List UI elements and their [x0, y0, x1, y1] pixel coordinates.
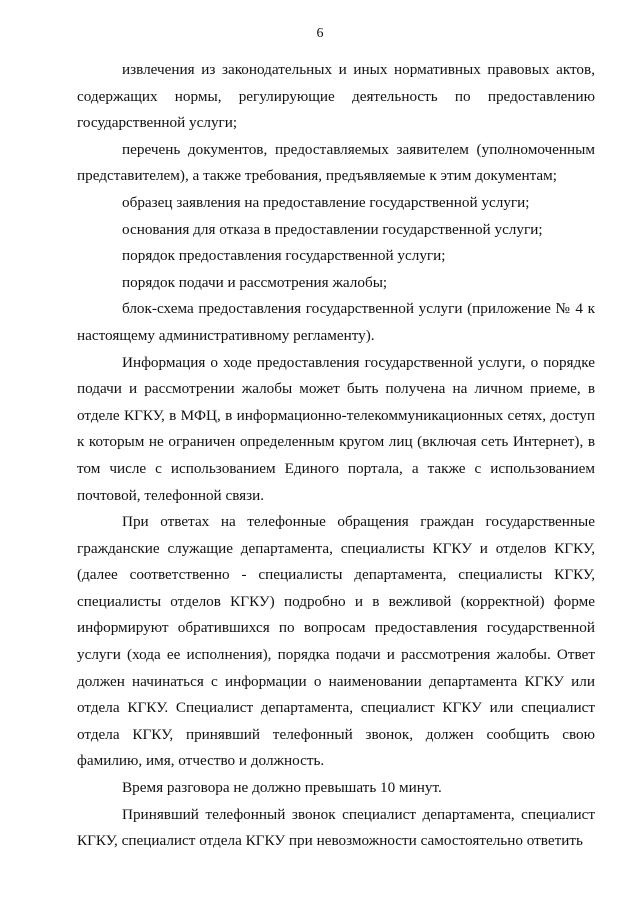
paragraph: [77, 775, 595, 802]
text-line: порядок подачи и рассмотрения жалобы;: [122, 273, 388, 291]
text-line: извлечения из законодательных и иных нормативных правовых актов,: [122, 61, 595, 78]
text-line: к которым не ограничен определенным кругом лиц (включая сеть Интернет), в: [77, 433, 595, 451]
paragraph: [77, 802, 595, 855]
text-line: том числе с использованием Единого портала, а также с использованием: [77, 459, 595, 477]
text-line: содержащих нормы, регулирующие деятельность по предоставлению: [77, 87, 595, 105]
text-line: представителем), а также требования, предъявляемые к этим документам;: [77, 167, 557, 185]
text-line: услуги (хода ее исполнения), порядка подачи и рассмотрения жалобы. Ответ: [77, 646, 595, 664]
text-line: информируют обратившихся по вопросам предоставления государственной: [77, 619, 595, 637]
document-body: [77, 57, 595, 855]
text-line: основания для отказа в предоставлении государственной услуги;: [122, 220, 543, 238]
page-number: 6: [316, 26, 324, 41]
text-line: (далее соответственно - специалисты департамента, специалисты КГКУ,: [77, 566, 595, 584]
text-line: Время разговора не должно превышать 10 минут.: [122, 779, 442, 797]
text-line: почтовой, телефонной связи.: [77, 486, 265, 504]
paragraph: [77, 243, 595, 270]
paragraph: [77, 296, 595, 349]
paragraph: [77, 350, 595, 510]
paragraph: [77, 509, 595, 775]
text-line: образец заявления на предоставление государственной услуги;: [122, 193, 530, 211]
text-line: Принявший телефонный звонок специалист департамента, специалист: [122, 805, 595, 823]
paragraph: [77, 190, 595, 217]
text-line: отдела КГКУ, принявший телефонный звонок, должен сообщить свою: [77, 725, 595, 743]
text-line: фамилию, имя, отчество и должность.: [77, 752, 325, 770]
text-line: государственной услуги;: [77, 114, 238, 132]
text-line: перечень документов, предоставляемых заявителем (уполномоченным: [122, 140, 595, 158]
text-line: подачи и рассмотрении жалобы может быть получена на личном приеме, в: [77, 380, 595, 398]
text-line: блок-схема предоставления государственной услуги (приложение № 4 к: [122, 300, 595, 318]
text-line: настоящему административному регламенту).: [77, 326, 375, 344]
paragraph: [77, 270, 595, 297]
text-line: гражданские служащие департамента, специалисты КГКУ и отделов КГКУ,: [77, 539, 595, 557]
paragraph: [77, 57, 595, 137]
text-line: отделе КГКУ, в МФЦ, в информационно-телекоммуникационных сетях, доступ: [77, 406, 595, 424]
text-line: должен начинаться с информации о наименовании департамента КГКУ или: [77, 672, 595, 690]
text-line: КГКУ, специалист отдела КГКУ при невозможности самостоятельно ответить: [77, 832, 583, 850]
text-line: специалисты отделов КГКУ) подробно и в вежливой (корректной) форме: [77, 592, 595, 610]
paragraph: [77, 217, 595, 244]
text-line: При ответах на телефонные обращения граждан государственные: [122, 513, 595, 531]
text-line: отдела КГКУ. Специалист департамента, специалист КГКУ или специалист: [77, 699, 595, 717]
paragraph: [77, 137, 595, 190]
text-line: порядок предоставления государственной услуги;: [122, 247, 446, 265]
text-line: Информация о ходе предоставления государственной услуги, о порядке: [122, 353, 595, 371]
